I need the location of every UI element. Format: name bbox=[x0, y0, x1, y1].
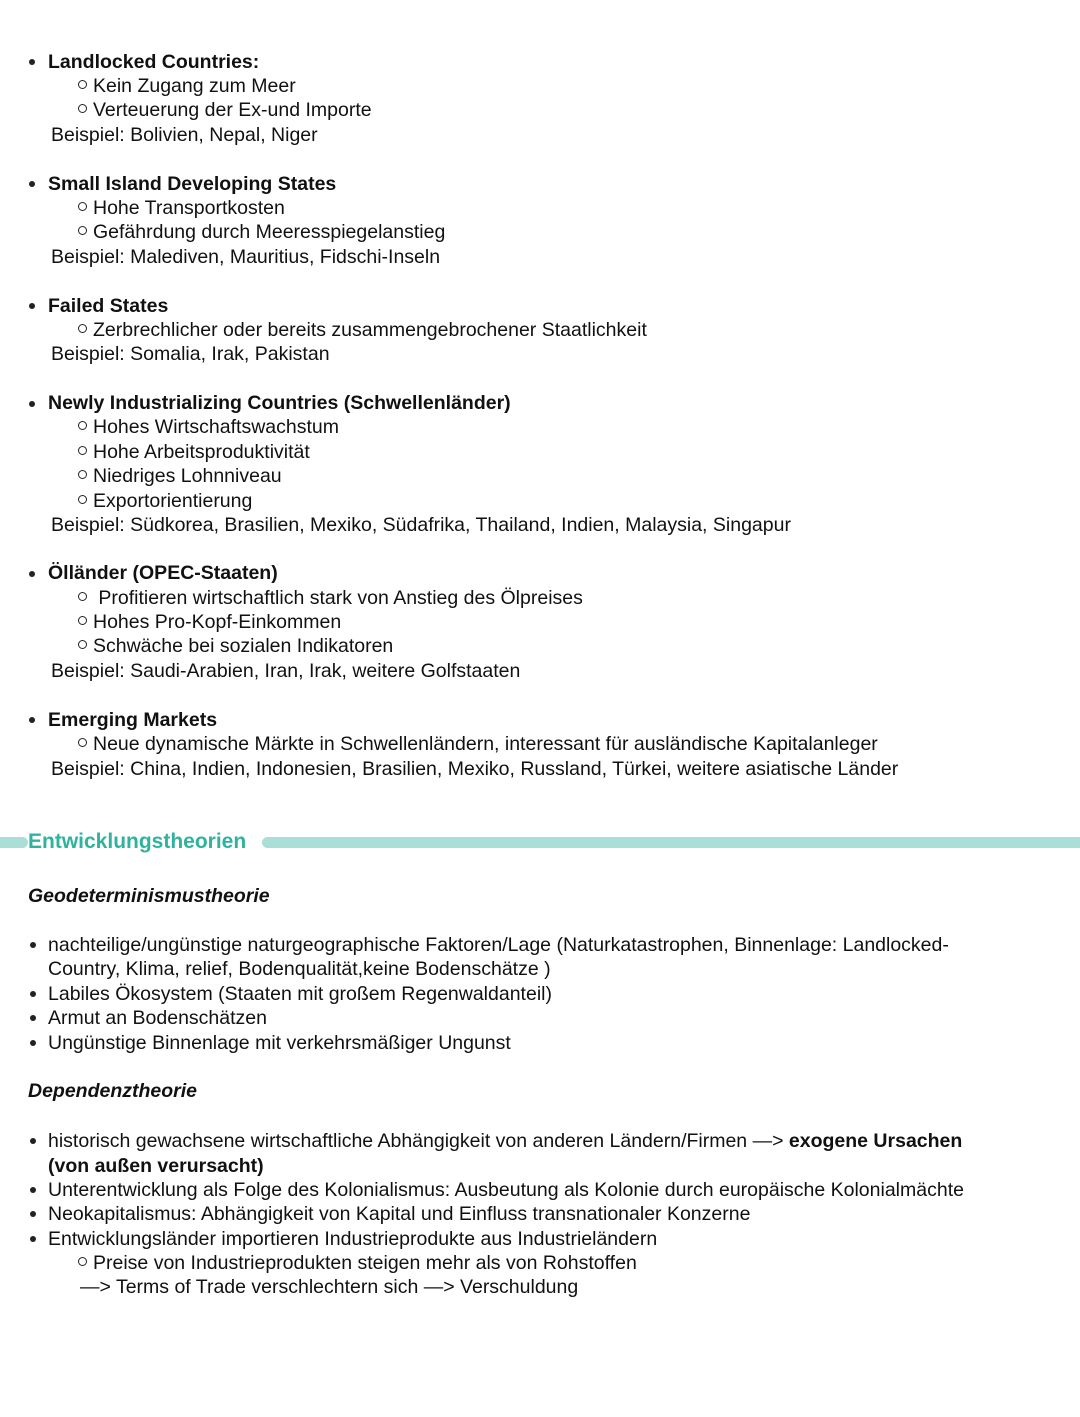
example-line: Beispiel: Saudi-Arabien, Iran, Irak, weitere Golfstaaten bbox=[51, 660, 521, 682]
circle-bullet-icon bbox=[78, 738, 87, 747]
geo-item: nachteilige/ungünstige naturgeographische Faktoren/Lage (Naturkatastrophen, Binnenlage: Landlocked- bbox=[48, 934, 949, 956]
bullet bbox=[30, 1187, 36, 1193]
bullet bbox=[30, 1015, 36, 1021]
sub-point: Zerbrechlicher oder bereits zusammengebrochener Staatlichkeit bbox=[78, 318, 647, 342]
emphasis: exogene Ursachen bbox=[788, 1130, 963, 1152]
sub-point: Hohe Arbeitsproduktivität bbox=[78, 440, 310, 464]
circle-bullet-icon bbox=[78, 421, 87, 430]
geo-item: Ungünstige Binnenlage mit verkehrsmäßiger Ungunst bbox=[48, 1032, 511, 1054]
sub-point: Verteuerung der Ex-und Importe bbox=[78, 98, 372, 122]
bullet bbox=[29, 571, 35, 577]
circle-bullet-icon bbox=[78, 446, 87, 455]
sub-point: Hohe Transportkosten bbox=[78, 196, 285, 220]
bullet bbox=[30, 942, 36, 948]
dep-item: historisch gewachsene wirtschaftliche Abhängigkeit von anderen Ländern/Firmen —> exogene Ursachen bbox=[48, 1130, 963, 1152]
example-line: Beispiel: Malediven, Mauritius, Fidschi-Inseln bbox=[51, 246, 441, 268]
geo-item: Armut an Bodenschätzen bbox=[48, 1007, 267, 1029]
divider-right bbox=[262, 837, 1080, 848]
bullet bbox=[29, 401, 35, 407]
example-line: Beispiel: Südkorea, Brasilien, Mexiko, Südafrika, Thailand, Indien, Malaysia, Singapur bbox=[51, 514, 791, 536]
section-title-nic: Newly Industrializing Countries (Schwellenländer) bbox=[48, 392, 511, 414]
heading-entwicklungstheorien: Entwicklungstheorien bbox=[28, 829, 250, 855]
circle-bullet-icon bbox=[78, 226, 87, 235]
bullet bbox=[30, 1211, 36, 1217]
circle-bullet-icon bbox=[78, 495, 87, 504]
subheading-geodeterminismus: Geodeterminismustheorie bbox=[28, 885, 270, 907]
section-title-emerging-markets: Emerging Markets bbox=[48, 709, 218, 731]
section-title-failed-states: Failed States bbox=[48, 295, 169, 317]
sub-point: Neue dynamische Märkte in Schwellenländern, interessant für ausländische Kapitalanleger bbox=[78, 732, 878, 756]
example-line: Beispiel: Somalia, Irak, Pakistan bbox=[51, 343, 330, 365]
sub-point: Hohes Pro-Kopf-Einkommen bbox=[78, 610, 341, 634]
circle-bullet-icon bbox=[78, 1257, 87, 1266]
section-title-landlocked: Landlocked Countries: bbox=[48, 51, 260, 73]
bullet bbox=[30, 1236, 36, 1242]
circle-bullet-icon bbox=[78, 80, 87, 89]
section-title-sids: Small Island Developing States bbox=[48, 173, 337, 195]
sub-point: Hohes Wirtschaftswachstum bbox=[78, 415, 339, 439]
example-line: Beispiel: China, Indien, Indonesien, Brasilien, Mexiko, Russland, Türkei, weitere asiatische Länder bbox=[51, 758, 899, 780]
circle-bullet-icon bbox=[78, 640, 87, 649]
sub-point: Niedriges Lohnniveau bbox=[78, 464, 282, 488]
divider-left bbox=[0, 837, 28, 848]
circle-bullet-icon bbox=[78, 202, 87, 211]
dep-item: Unterentwicklung als Folge des Kolonialismus: Ausbeutung als Kolonie durch europäische Kolonialmächte bbox=[48, 1179, 964, 1201]
example-line: Beispiel: Bolivien, Nepal, Niger bbox=[51, 124, 318, 146]
dep-item: Neokapitalismus: Abhängigkeit von Kapital und Einfluss transnationaler Konzerne bbox=[48, 1203, 751, 1225]
bullet bbox=[29, 717, 35, 723]
circle-bullet-icon bbox=[78, 592, 87, 601]
sub-point: Schwäche bei sozialen Indikatoren bbox=[78, 634, 393, 658]
circle-bullet-icon bbox=[78, 470, 87, 479]
circle-bullet-icon bbox=[78, 104, 87, 113]
geo-item: Labiles Ökosystem (Staaten mit großem Regenwaldanteil) bbox=[48, 983, 552, 1005]
dep-item-continued: (von außen verursacht) bbox=[48, 1155, 264, 1177]
circle-bullet-icon bbox=[78, 324, 87, 333]
conclusion-line: —> Terms of Trade verschlechtern sich —> Verschuldung bbox=[80, 1276, 579, 1298]
sub-point: Exportorientierung bbox=[78, 489, 252, 513]
bullet bbox=[29, 59, 35, 65]
circle-bullet-icon bbox=[78, 616, 87, 625]
sub-point: Profitieren wirtschaftlich stark von Anstieg des Ölpreises bbox=[78, 586, 583, 610]
dep-item: Entwicklungsländer importieren Industrieprodukte aus Industrieländern bbox=[48, 1228, 658, 1250]
sub-point: Gefährdung durch Meeresspiegelanstieg bbox=[78, 220, 445, 244]
sub-point: Preise von Industrieprodukten steigen mehr als von Rohstoffen bbox=[78, 1251, 637, 1275]
bullet bbox=[30, 991, 36, 997]
sub-point: Kein Zugang zum Meer bbox=[78, 74, 296, 98]
subheading-dependenztheorie: Dependenztheorie bbox=[28, 1080, 198, 1102]
bullet bbox=[30, 1040, 36, 1046]
bullet bbox=[29, 303, 35, 309]
section-title-opec: Ölländer (OPEC-Staaten) bbox=[48, 562, 278, 584]
bullet bbox=[30, 1138, 36, 1144]
geo-item-continued: Country, Klima, relief, Bodenqualität,keine Bodenschätze ) bbox=[48, 958, 551, 980]
bullet bbox=[29, 181, 35, 187]
